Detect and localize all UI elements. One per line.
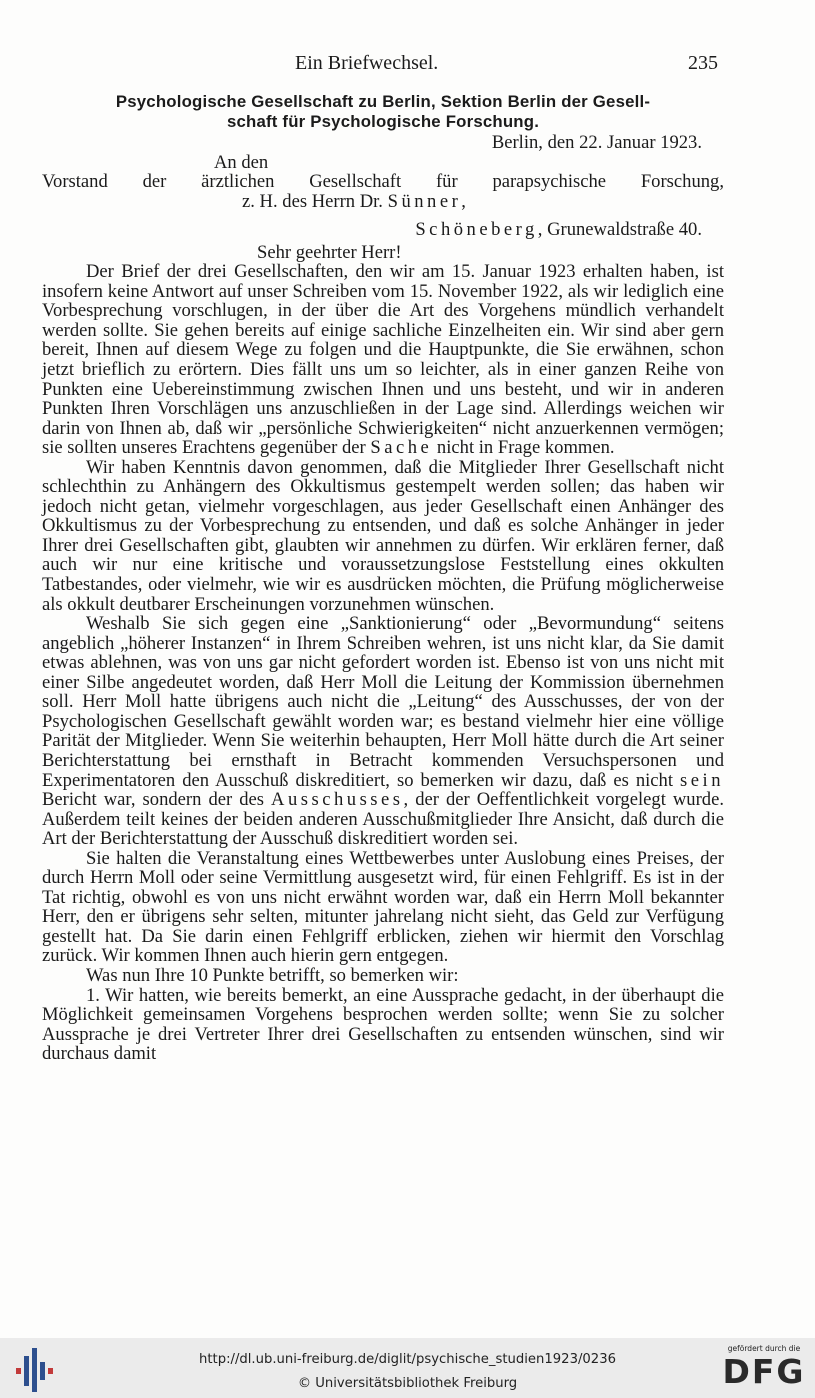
address-board: Vorstand der ärztlichen Gesellschaft für parapsychische Forschung, <box>42 171 724 193</box>
address-attention <box>42 192 724 212</box>
paragraph-1-text-b: nicht in Frage kommen. <box>432 437 615 459</box>
paragraph-3 <box>42 614 724 849</box>
page-number: 235 <box>688 52 718 74</box>
sender-organization-line-2: schaft für Psychologische Forschung. <box>226 111 540 131</box>
running-head-title: Ein Briefwechsel. <box>295 52 439 74</box>
paragraph-5: Was nun Ihre 10 Punkte betrifft, so bemerken wir: <box>86 964 459 986</box>
letter-body <box>42 92 724 1064</box>
sender-organization <box>42 92 724 131</box>
running-head <box>0 52 815 84</box>
address-attention-suffix: , <box>461 190 466 212</box>
viewer-footer <box>0 1338 815 1398</box>
address-place <box>42 220 724 240</box>
paragraph-1 <box>42 262 724 457</box>
paragraph-3-emphasis-ausschusses: Ausschusses <box>271 789 404 811</box>
paragraph-1-emphasis-sache: Sache <box>370 437 433 459</box>
funder-note: gefördert durch die <box>727 1344 801 1353</box>
dfg-logo-icon: DFG <box>722 1352 806 1391</box>
paragraph-6: 1. Wir hatten, wie bereits bemerkt, an eine Aussprache gedacht, in der überhaupt die Möglichkeit gemeinsamen Vorgehens besprochen werden sollte; wenn Sie zu solcher Aussprache je drei Vertreter Ihrer drei Gesellschaften zu entsenden wünschen, sind wir durchaus damit <box>42 984 724 1065</box>
paragraph-3-text-a: Weshalb Sie sich gegen eine „Sanktionierung“ oder „Bevormundung“ seitens angeblich „höherer Instanzen“ in Ihrem Schreiben wehren, ist uns nicht klar, da Sie damit etwas ablehnen, was von uns gar nicht gefordert worden ist. Ebenso ist von uns nicht mit einer Silbe angedeutet worden, daß Herr Moll die Leitung der Kommission übernehmen soll. Herr Moll hatte übrigens auch nicht die „Leitung“ des Ausschusses, der von der Psychologischen Gesellschaft gewählt worden war; es bestand vielmehr hier eine völlige Parität der Mitglieder. Wenn Sie weiterhin behaupten, Herr Moll hätte durch die Art seiner Berichterstattung bei ernsthaft in Betracht kommenden Versuchspersonen und Experimentatoren den Ausschuß diskreditiert, so bemerken wir dazu, daß es nicht <box>42 613 724 791</box>
address-attention-prefix: z. H. des Herrn Dr. <box>242 190 388 212</box>
paragraph-3-text-b: Bericht war, sondern der des <box>42 789 272 811</box>
address-place-name: Schöneberg <box>415 219 538 241</box>
address-place-rest: , Grunewaldstraße 40. <box>537 219 702 241</box>
paragraph-2: Wir haben Kenntnis davon genommen, daß die Mitglieder Ihrer Gesellschaft nicht schlechthin zu Anhängern des Okkultismus gestempelt werden sollen; das haben wir jedoch nicht getan, vielmehr vorgeschlagen, aus jeder Gesellschaft einen Anhänger des Okkultismus zu der Vorbesprechung zu entsenden, und daß es solche Anhänger in jeder Ihrer drei Gesellschaften gibt, glaubten wir annehmen zu dürfen. Wir erklären ferner, daß auch wir nur eine kritische und voraussetzungslose Feststellung eines okkulten Tatbestandes, oder vielmehr, wie wir es ausdrücken möchten, die Prüfung möglicherweise als okkult deutbarer Erscheinungen vorzunehmen wünschen. <box>42 456 724 615</box>
paragraph-3-emphasis-sein: sein <box>680 769 724 791</box>
letter-date: Berlin, den 22. Januar 1923. <box>491 132 702 153</box>
sender-organization-line-1: Psychologische Gesellschaft zu Berlin, Sektion Berlin der Gesell- <box>115 92 651 111</box>
copyright-notice: © Universitätsbibliothek Freiburg <box>297 1376 518 1391</box>
dfg-logo <box>720 1344 808 1392</box>
paragraph-1-text-a: Der Brief der drei Gesellschaften, den wir am 15. Januar 1923 erhalten haben, ist insofern keine Antwort auf unser Schreiben vom 15. November 1922, als wir lediglich eine Vorbesprechung vorschlugen, in der über die Art des Vorgehens mündlich verhandelt werden sollte. Sie gehen bereits auf einige sachliche Einzelheiten ein. Wir sind aber gern bereit, Ihnen auf diesem Wege zu folgen und die Hauptpunkte, die Sie erwähnen, schon jetzt brieflich zu erörtern. Dies fällt uns um so leichter, als in einer ganzen Reihe von Punkten eine Uebereinstimmung zwischen Ihnen und uns besteht, und wir in anderen Punkten Ihren Vorschlägen uns anzuschließen in der Lage sind. Allerdings weichen wir darin von Ihnen ab, daß wir „persönliche Schwierigkeiten“ nicht anzuerkennen vermögen; sie sollten unseres Erachtens gegenüber der <box>42 261 724 459</box>
permalink-url[interactable]: http://dl.ub.uni-freiburg.de/diglit/psychische_studien1923/0236 <box>199 1352 616 1367</box>
paragraph-3-text-c: , der der Oeffentlichkeit vorgelegt wurde. Außerdem teilt keines der beiden anderen Ausschußmitglieder Ihre Ansicht, daß durch die Art der Berichterstattung der Ausschuß diskreditiert worden sei. <box>42 789 724 850</box>
paragraph-4: Sie halten die Veranstaltung eines Wettbewerbes unter Auslobung eines Preises, der durch Herrn Moll oder seine Vermittlung ausgesetzt wird, für einen Fehlgriff. Es ist in der Tat richtig, obwohl es von uns nicht erwähnt worden war, daß ein Herrn Moll bekannter Herr, den er übrigens sehr selten, mitunter jahrelang nicht sieht, das Geld zur Verfügung gestellt hat. Da Sie darin einen Fehlgriff erblicken, ziehen wir hiermit den Vorschlag zurück. Wir kommen Ihnen auch hierin gern entgegen. <box>42 847 724 967</box>
address-attention-name: Sünner <box>387 190 462 212</box>
address-to: An den <box>214 151 269 173</box>
salutation: Sehr geehrter Herr! <box>257 241 402 263</box>
